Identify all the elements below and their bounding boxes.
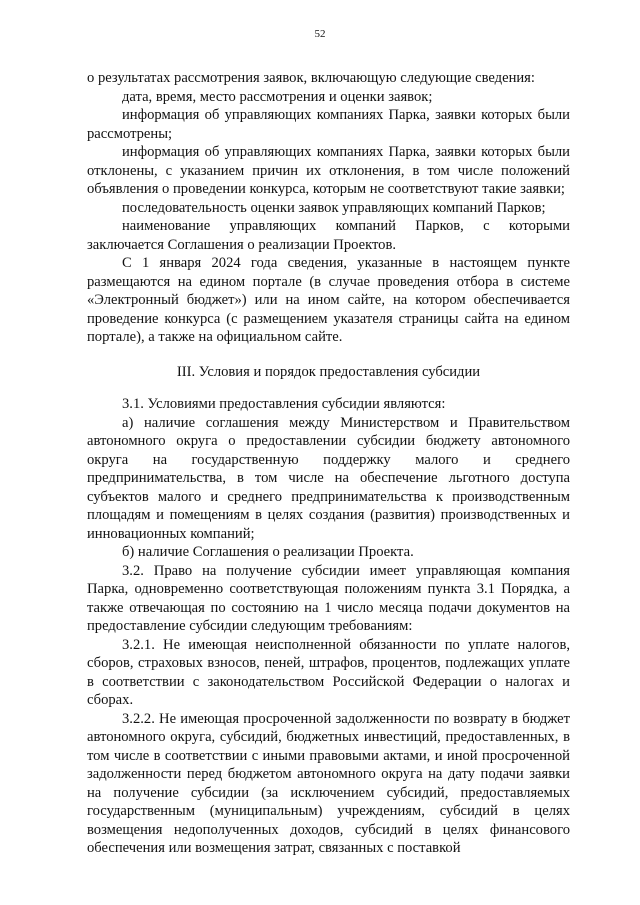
paragraph: наименование управляющих компаний Парков, с которыми заключается Соглашения о реализации Проектов. (87, 218, 570, 253)
paragraph: последовательность оценки заявок управляющих компаний Парков; (122, 199, 546, 216)
paragraph: дата, время, место рассмотрения и оценки заявок; (122, 88, 433, 105)
section-title: III. Условия и порядок предоставления субсидии (176, 363, 481, 380)
paragraph: 3.2.1. Не имеющая неисполненной обязанности по уплате налогов, сборов, страховых взносов, пеней, штрафов, процентов, подлежащих уплате в соответствии с законодательством Российской Федерации о налогах и сборах. (87, 636, 570, 708)
paragraph: информация об управляющих компаниях Парка, заявки которых были отклонены, с указанием причин их отклонения, в том числе положений объявления о проведении конкурса, которым не соответствуют такие заявки; (87, 144, 570, 197)
page-number: 52 (314, 28, 326, 40)
paragraph: 3.2.2. Не имеющая просроченной задолженности по возврату в бюджет автономного округа, субсидий, бюджетных инвестиций, предоставленных, в том числе в соответствии с иными правовыми актами, и иной просроченной задолженности перед бюджетом автономного округа на дату подачи заявки на получение субсидии (за исключением субсидий, предоставляемых государственным (муниципальным) учреждениям, субсидий в целях возмещения недополученных доходов, субсидий в целях финансового обеспечения или возмещения затрат, связанных с поставкой (87, 710, 570, 856)
paragraph: информация об управляющих компаниях Парка, заявки которых были рассмотрены; (87, 107, 570, 142)
paragraph: С 1 января 2024 года сведения, указанные в настоящем пункте размещаются на едином портале (в случае проведения отбора в системе «Электронный бюджет») или на ином сайте, на котором обеспечивается проведение конкурса (с размещением указателя страницы сайта на едином портале), а также на официальном сайте. (87, 255, 570, 345)
paragraph: б) наличие Соглашения о реализации Проекта. (122, 544, 414, 560)
document-body (87, 69, 570, 858)
paragraph: 3.2. Право на получение субсидии имеет управляющая компания Парка, одновременно соответствующая положениям пункта 3.1 Порядка, а также отвечающая по состоянию на 1 число месяца подачи документов на предоставление субсидии следующим требованиям: (87, 562, 570, 634)
paragraph: о результатах рассмотрения заявок, включающую следующие сведения: (87, 70, 535, 86)
paragraph: 3.1. Условиями предоставления субсидии являются: (122, 396, 446, 412)
paragraph: а) наличие соглашения между Министерством и Правительством автономного округа о предоставлении субсидии бюджету автономного округа на государственную поддержку малого и среднего предпринимательства, в том числе на обеспечение льготного доступа субъектов малого и среднего предпринимательства к производственным площадям и помещениям в целях создания (развития) производственных и инновационных компаний; (87, 414, 570, 542)
